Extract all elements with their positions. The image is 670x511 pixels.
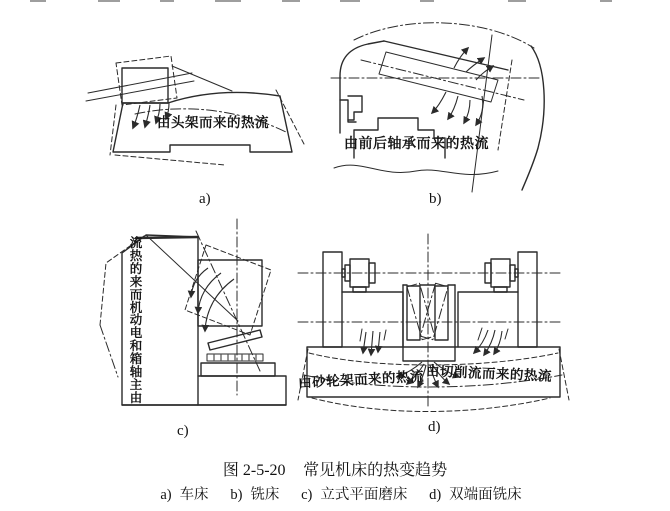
heat-flow-label-cutting: 由切削流而来的热流	[425, 363, 553, 384]
panel-key-a: a)	[199, 191, 211, 207]
vertical-surface-grinder-diagram	[88, 213, 313, 425]
legend-item: d) 双端面铣床	[429, 487, 522, 503]
legend-item: b) 铣床	[230, 487, 280, 503]
milling-machine-diagram	[326, 0, 571, 198]
lathe-diagram	[80, 6, 315, 191]
panel-key-b: b)	[429, 191, 442, 207]
legend-item: c) 立式平面磨床	[301, 487, 408, 503]
heat-flow-label-wheelhead: 由砂轮架而来的热流	[297, 368, 425, 391]
heat-flow-label-milling: 由前后轴承而来的热流	[344, 137, 489, 152]
figure-title: 常见机床的热变趋势	[303, 462, 448, 479]
panel-key-c: c)	[177, 423, 189, 439]
legend-item: a) 车床	[160, 487, 209, 503]
heat-flow-label-grinder: 由 主 轴 箱 和 电 动 机 而 来 的 热 流	[129, 236, 143, 405]
panel-key-d: d)	[428, 419, 441, 435]
figure-number: 图 2-5-20	[222, 462, 286, 479]
figure-caption	[0, 457, 670, 480]
figure-legend	[0, 483, 670, 504]
heat-flow-label-lathe: 由头架而来的热流	[157, 115, 269, 130]
double-end-milling-machine-diagram	[292, 228, 632, 426]
